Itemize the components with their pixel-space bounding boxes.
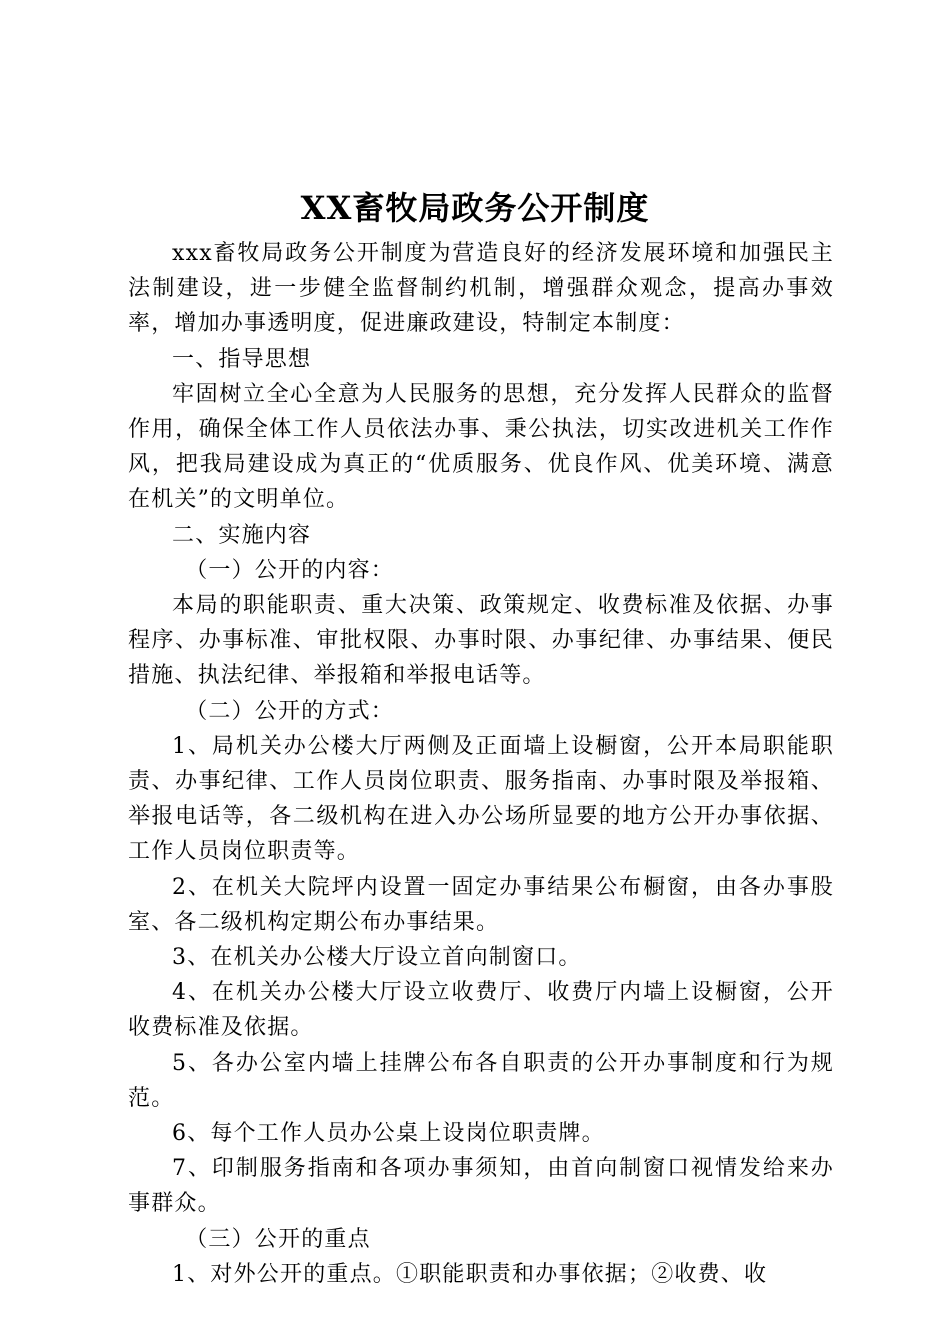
method-item-3: 3、在机关办公楼大厅设立首向制窗口。 <box>172 945 582 971</box>
section-heading-guiding-thought: 一、指导思想 <box>172 346 312 372</box>
document-body <box>128 236 834 1292</box>
method-item-6: 6、每个工作人员办公桌上设岗位职责牌。 <box>172 1121 605 1147</box>
subheading-disclosure-content: （一）公开的内容： <box>185 557 394 583</box>
subheading-disclosure-methods: （二）公开的方式： <box>185 698 394 724</box>
focus-item-1: 1、对外公开的重点。①职能职责和办事依据；②收费、收 <box>172 1261 768 1287</box>
section-heading-implementation: 二、实施内容 <box>172 522 312 548</box>
document-title: XX畜牧局政务公开制度 <box>300 189 650 227</box>
method-item-4: 4、在机关办公楼大厅设立收费厅、收费厅内墙上设橱窗，公开收费标准及依据。 <box>128 980 834 1041</box>
method-item-5: 5、各办公室内墙上挂牌公布各自职责的公开办事制度和行为规范。 <box>128 1050 834 1111</box>
method-item-2: 2、在机关大院坪内设置一固定办事结果公布橱窗，由各办事股室、各二级机构定期公布办事结果。 <box>128 874 834 935</box>
intro-paragraph: xxx畜牧局政务公开制度为营造良好的经济发展环境和加强民主法制建设，进一步健全监督制约机制，增强群众观念，提高办事效率，增加办事透明度，促进廉政建设，特制定本制度： <box>128 241 834 337</box>
method-item-7: 7、印制服务指南和各项办事须知，由首向制窗口视情发给来办事群众。 <box>128 1156 834 1217</box>
subheading-disclosure-focus: （三）公开的重点 <box>185 1226 371 1252</box>
method-item-1: 1、局机关办公楼大厅两侧及正面墙上设橱窗，公开本局职能职责、办事纪律、工作人员岗位职责、服务指南、办事时限及举报箱、举报电话等，各二级机构在进入办公场所显要的地方公开办事依据、工作人员岗位职责等。 <box>128 733 834 865</box>
disclosure-content-paragraph: 本局的职能职责、重大决策、政策规定、收费标准及依据、办事程序、办事标准、审批权限、办事时限、办事纪律、办事结果、便民措施、执法纪律、举报箱和举报电话等。 <box>128 593 834 689</box>
guiding-thought-paragraph: 牢固树立全心全意为人民服务的思想，充分发挥人民群众的监督作用，确保全体工作人员依法办事、秉公执法，切实改进机关工作作风，把我局建设成为真正的“优质服务、优良作风、优美环境、满意在机关”的文明单位。 <box>128 381 834 513</box>
